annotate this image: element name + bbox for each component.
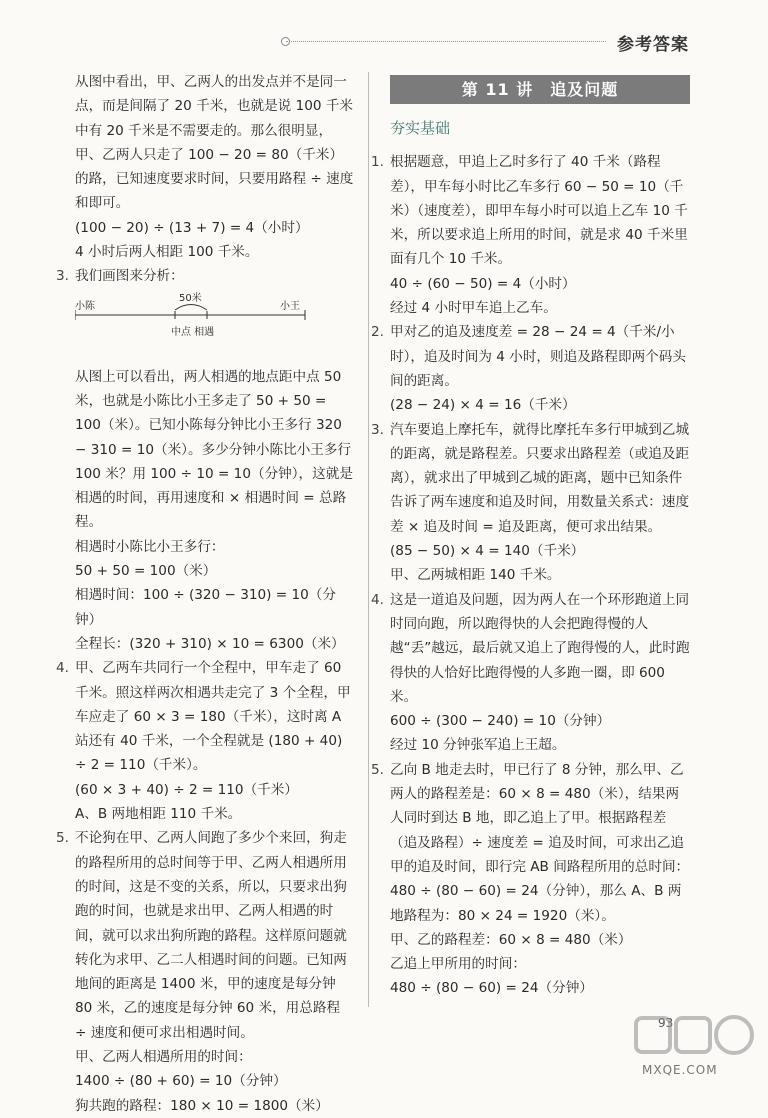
header-dotted-rule — [286, 41, 606, 42]
answer-item-r4 — [371, 588, 690, 758]
item-text: 从图上可以看出，两人相遇的地点距中点 50 米，也就是小陈比小王多走了 50 + 50 = 100（米）。已知小陈每分钟比小王多行 320 − 310 = 10（米）。多少分钟小陈比小王多行 100 米？用 100 ÷ 10 = 10（分钟），这就是相遇的时间，再用速度和 × 相遇时间 = 总路程。 — [75, 368, 353, 531]
formula-line: 480 ÷ (80 − 60) = 24（分钟） — [390, 980, 593, 997]
meeting-diagram-lines — [75, 293, 355, 351]
continued-paragraph: 从图中看出，甲、乙两人的出发点并不是同一点，而是间隔了 20 千米，也就是说 100 千米中有 20 千米是不需要走的。那么很明显，甲、乙两人只走了 100 − 20 = 80（千米）的路，已知速度要求时间，只要用路程 ÷ 速度和即可。 — [75, 74, 354, 212]
formula-line: 40 ÷ (60 − 50) = 4（小时） — [390, 275, 576, 292]
answer-line: A、B 两地相距 110 千米。 — [75, 806, 242, 823]
item-number: 3. — [371, 421, 384, 438]
page-number: 93 — [658, 1016, 674, 1030]
diagram-label-left: 小陈 — [75, 300, 95, 312]
item-number: 5. — [56, 830, 69, 847]
item-text: 乙向 B 地走去时，甲已行了 8 分钟，那么甲、乙两人的路程差是：60 × 8 = 480（米），结果两人同时到达 B 地，即乙追上了甲。根据路程差（追及路程）÷ 速度差 = 追及时间，可求出乙追甲的追及时间，即行完 AB 间路程所用的总时间：480 ÷ (80 − 60) = 24（分钟），那么 A、B 两地路程为：80 × 24 = 1920（米）。 — [390, 761, 690, 924]
column-divider — [368, 72, 369, 1007]
item-text: 汽车要追上摩托车，就得比摩托车多行甲城到乙城的距离，就是路程差。只要求出路程差（或追及距离），就求出了甲城到乙城的距离，题中已知条件告诉了两车速度和追及时间，用数量关系式：速度差 × 追及时间 = 追及距离，便可求出结果。 — [390, 421, 690, 535]
formula-line: 50 + 50 = 100（米） — [75, 563, 217, 580]
answer-item-r2 — [371, 320, 690, 417]
item-intro: 我们画图来分析： — [75, 268, 184, 285]
answer-line: 经过 10 分钟张军追上王超。 — [390, 737, 566, 754]
item-text: 乙追上甲所用的时间： — [390, 956, 526, 973]
left-column — [56, 70, 355, 1118]
item-number: 5. — [371, 761, 384, 778]
diagram-label-mid: 中点 相遇 — [171, 326, 215, 338]
meeting-diagram — [75, 293, 355, 351]
watermark-text: MXQE.COM — [642, 1063, 718, 1077]
right-column — [371, 75, 690, 1001]
formula-line: 狗共跑的路程：180 × 10 = 1800（米） — [75, 1097, 329, 1114]
answer-line: 经过 4 小时甲车追上乙车。 — [390, 300, 557, 317]
item-number: 3. — [56, 268, 69, 285]
answer-item-4 — [56, 656, 355, 826]
item-text: 不论狗在甲、乙两人间跑了多少个来回，狗走的路程所用的总时间等于甲、乙两人相遇所用的时间，这是不变的关系，所以，只要求出狗跑的时间，也就是求出甲、乙两人相遇的时间，就可以求出狗所跑的路程。这样原问题就转化为求甲、乙二人相遇时间的问题。已知两地间的距离是 1400 米，甲的速度是每分钟 80 米，乙的速度是每分钟 60 米，用总路程 ÷ 速度和便可求出相遇时间。 — [75, 830, 347, 1041]
answer-item-5 — [56, 826, 355, 1118]
formula-line: 全程长：(320 + 310) × 10 = 6300（米） — [75, 635, 345, 652]
formula-line: 600 ÷ (300 − 240) = 10（分钟） — [390, 713, 611, 730]
section-title-bar: 第 11 讲 追及问题 — [390, 75, 690, 104]
formula-line: 1400 ÷ (80 + 60) = 10（分钟） — [75, 1073, 287, 1090]
answer-item-3 — [56, 264, 355, 656]
item-text: 甲、乙两车共同行一个全程中，甲车走了 60 千米。照这样两次相遇共走完了 3 个全程，甲车应走了 60 × 3 = 180（千米），这时离 A 站还有 40 千米，一个全程就是 (180 + 40) ÷ 2 = 110（千米）。 — [75, 660, 351, 774]
formula-line: 甲、乙的路程差：60 × 8 = 480（米） — [390, 931, 632, 948]
item-text: 相遇时小陈比小王多行： — [75, 538, 225, 555]
item-number: 2. — [371, 324, 384, 341]
formula-line: (100 − 20) ÷ (13 + 7) = 4（小时） — [75, 219, 309, 236]
item-text: 这是一道追及问题，因为两人在一个环形跑道上同时同向跑，所以跑得快的人会把跑得慢的人越“丢”越远，最后就又追上了跑得慢的人，此时跑得快的人恰好比跑得慢的人多跑一圈，即 600 米。 — [390, 591, 690, 705]
formula-line: (28 − 24) × 4 = 16（千米） — [390, 397, 576, 414]
answer-line: 甲、乙两城相距 140 千米。 — [390, 567, 561, 584]
formula-line: 相遇时间：100 ÷ (320 − 310) = 10（分钟） — [75, 587, 336, 628]
diagram-label-gap: 50米 — [179, 292, 202, 304]
answer-item-r5 — [371, 758, 690, 1001]
subsection-heading: 夯实基础 — [390, 119, 451, 137]
item-number: 4. — [371, 591, 384, 608]
item-number: 4. — [56, 660, 69, 677]
diagram-label-right: 小王 — [280, 300, 300, 312]
answer-item-r3 — [371, 418, 690, 588]
formula-line: (60 × 3 + 40) ÷ 2 = 110（千米） — [75, 781, 298, 798]
item-text: 甲、乙两人相遇所用的时间： — [75, 1048, 252, 1065]
item-text: 甲对乙的追及速度差 = 28 − 24 = 4（千米/小时），追及时间为 4 小时，则追及路程即两个码头间的距离。 — [390, 324, 686, 389]
formula-line: (85 − 50) × 4 = 140（千米） — [390, 543, 585, 560]
answer-item-r1 — [371, 150, 690, 320]
answer-line: 4 小时后两人相距 100 千米。 — [75, 244, 259, 261]
item-text: 根据题意，甲追上乙时多行了 40 千米（路程差），甲车每小时比乙车多行 60 − 50 = 10（千米）（速度差），即甲车每小时可以追上乙车 10 千米，所以要求追上所用的时间，就是求 40 千米里面有几个 10 千米。 — [390, 154, 688, 268]
item-number: 1. — [371, 154, 384, 171]
page-header-title: 参考答案 — [617, 35, 689, 55]
